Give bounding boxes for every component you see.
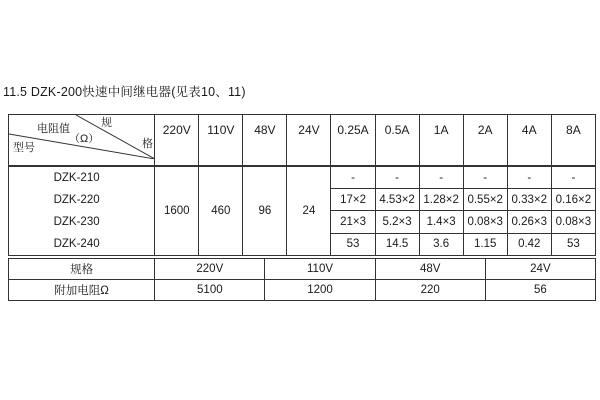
model-name: DZK-240 xyxy=(53,238,100,250)
column-header: 0.25A xyxy=(331,115,375,167)
table-cell: 0.55×2 xyxy=(463,189,507,211)
table-cell: - xyxy=(419,166,463,189)
table-cell: - xyxy=(331,166,375,189)
diagonal-header-cell xyxy=(9,115,155,167)
header-row xyxy=(9,115,596,167)
table-cell: 220 xyxy=(375,280,485,301)
column-header: 4A xyxy=(507,115,551,167)
table-cell: 14.5 xyxy=(375,233,419,255)
table-row xyxy=(9,280,596,301)
column-header: 220V xyxy=(155,115,199,167)
column-header: 1A xyxy=(419,115,463,167)
corner-label-spec-top: 规 xyxy=(101,117,112,129)
table-cell: - xyxy=(507,166,551,189)
additional-resistance-table xyxy=(8,258,596,301)
table-cell: 0.08×3 xyxy=(463,211,507,233)
model-name: DZK-230 xyxy=(53,216,100,228)
table-cell: 53 xyxy=(331,233,375,255)
table-cell: 1.15 xyxy=(463,233,507,255)
column-header: 2A xyxy=(463,115,507,167)
resistance-value-cell: 24 xyxy=(287,166,331,256)
column-header: 110V xyxy=(199,115,243,167)
table-cell: 1.4×3 xyxy=(419,211,463,233)
table-cell: 0.26×3 xyxy=(507,211,551,233)
resistance-value-cell: 1600 xyxy=(155,166,199,256)
resistance-value-cell: 96 xyxy=(243,166,287,256)
row-label: 规格 xyxy=(9,259,155,280)
table-cell: 53 xyxy=(551,233,595,255)
table-cell: 1200 xyxy=(265,280,375,301)
table-cell: 21×3 xyxy=(331,211,375,233)
table-cell: 3.6 xyxy=(419,233,463,255)
table-cell: - xyxy=(551,166,595,189)
table-row xyxy=(9,259,596,280)
corner-label-spec-bottom: 格 xyxy=(142,138,153,150)
table-cell: 17×2 xyxy=(331,189,375,211)
table-cell: - xyxy=(375,166,419,189)
table-row xyxy=(9,166,596,189)
table-cell: 5.2×3 xyxy=(375,211,419,233)
table-cell: 5100 xyxy=(155,280,265,301)
corner-label-model: 型号 xyxy=(13,142,35,154)
column-header: 24V xyxy=(287,115,331,167)
table-cell: 24V xyxy=(485,259,595,280)
table-cell: 220V xyxy=(155,259,265,280)
table-cell: 0.08×3 xyxy=(551,211,595,233)
row-label: 附加电阻Ω xyxy=(9,280,155,301)
corner-label-resistance: 电阻值 xyxy=(37,123,70,135)
table-cell: 48V xyxy=(375,259,485,280)
corner-label-unit: （Ω） xyxy=(69,133,100,145)
model-name: DZK-220 xyxy=(53,194,100,206)
page-title: 11.5 DZK-200快速中间继电器(见表10、11) xyxy=(3,85,246,99)
table-cell: - xyxy=(463,166,507,189)
table-cell: 0.33×2 xyxy=(507,189,551,211)
resistance-value-cell: 460 xyxy=(199,166,243,256)
table-cell: 4.53×2 xyxy=(375,189,419,211)
model-names-cell xyxy=(9,166,155,256)
column-header: 48V xyxy=(243,115,287,167)
table-cell: 0.42 xyxy=(507,233,551,255)
column-header: 8A xyxy=(551,115,595,167)
column-header: 0.5A xyxy=(375,115,419,167)
table-cell: 110V xyxy=(265,259,375,280)
model-name: DZK-210 xyxy=(53,172,100,184)
table-cell: 1.28×2 xyxy=(419,189,463,211)
resistance-spec-table xyxy=(8,114,596,256)
table-cell: 56 xyxy=(485,280,595,301)
table-cell: 0.16×2 xyxy=(551,189,595,211)
